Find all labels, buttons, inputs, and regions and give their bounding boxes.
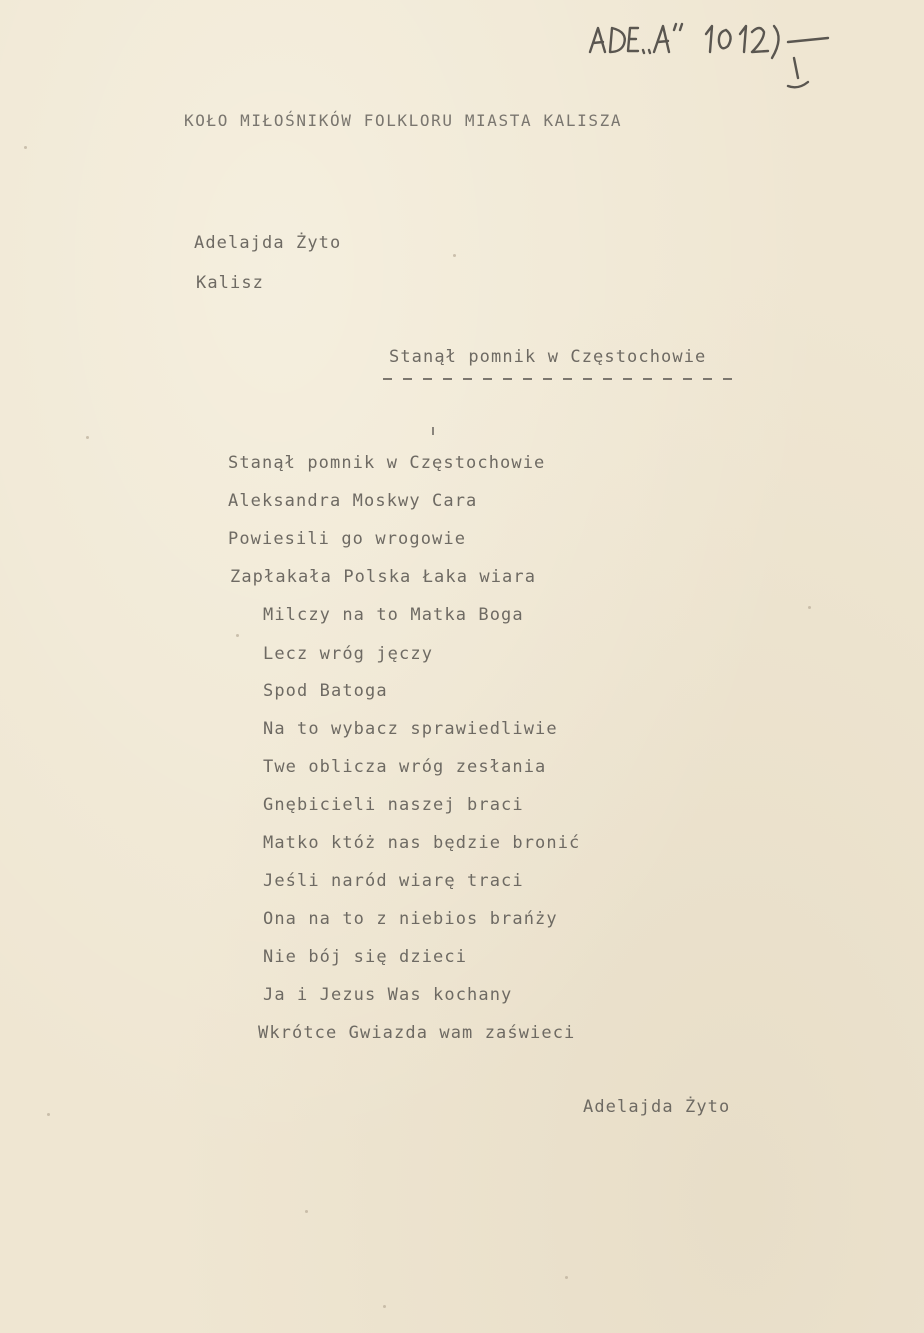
paper-speck (808, 606, 811, 609)
poem-line: Nie bój się dzieci (263, 947, 468, 967)
title-underline (383, 378, 738, 380)
poem-line: Twe oblicza wróg zesłania (263, 757, 547, 777)
paper-speck (236, 634, 239, 637)
typewriter-mark (432, 427, 434, 435)
poem-line: Stanął pomnik w Częstochowie (228, 453, 546, 473)
poem-line: Ja i Jezus Was kochany (263, 985, 513, 1005)
paper-speck (86, 436, 89, 439)
poem-line: Wkrótce Gwiazda wam zaświeci (258, 1023, 576, 1043)
poem-line: Matko któż nas będzie bronić (263, 833, 581, 853)
author-city: Kalisz (196, 273, 265, 293)
paper-speck (24, 146, 27, 149)
paper-speck (565, 1276, 568, 1279)
paper-speck (305, 1210, 308, 1213)
poem-line: Lecz wróg jęczy (263, 644, 434, 664)
paper-speck (383, 1305, 386, 1308)
poem-line: Na to wybacz sprawiedliwie (263, 719, 558, 739)
poem-line: Milczy na to Matka Boga (263, 605, 524, 625)
poem-line: Powiesili go wrogowie (228, 529, 467, 549)
poem-line: Spod Batoga (263, 681, 388, 701)
poem-title: Stanął pomnik w Częstochowie (389, 347, 707, 367)
poem-line: Gnębicieli naszej braci (263, 795, 524, 815)
paper-speck (453, 254, 456, 257)
poem-line: Aleksandra Moskwy Cara (228, 491, 478, 511)
author-name: Adelajda Żyto (194, 233, 342, 253)
paper-speck (47, 1113, 50, 1116)
organization-header: KOŁO MIŁOŚNIKÓW FOLKLORU MIASTA KALISZA (184, 111, 623, 130)
poem-line: Jeśli naród wiarę traci (263, 871, 524, 891)
closing-signature: Adelajda Żyto (583, 1097, 731, 1117)
poem-line: Ona na to z niebios brańży (263, 909, 558, 929)
archive-signature-mark (588, 18, 848, 98)
poem-line: Zapłakała Polska Łaka wiara (230, 567, 537, 587)
